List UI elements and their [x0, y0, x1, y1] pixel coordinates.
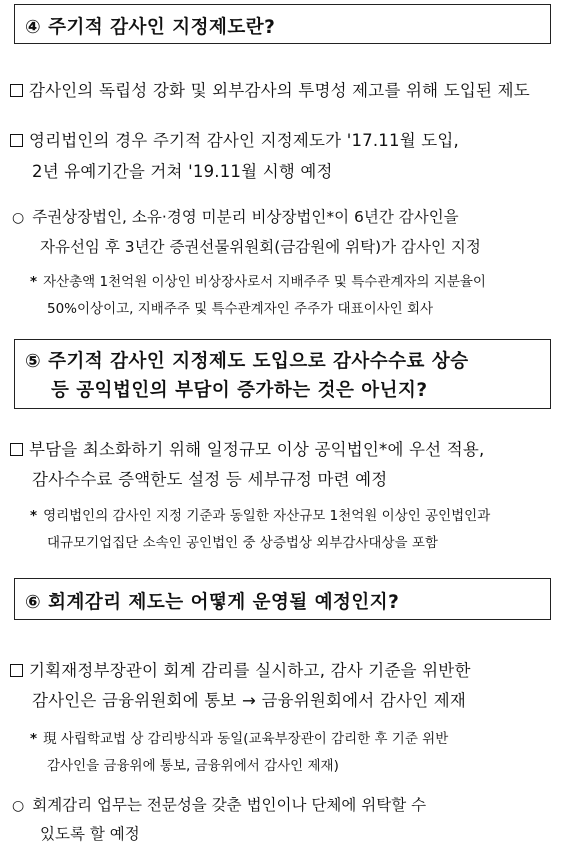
- note-text: 現 사립학교법 상 감리방식과 동일(교육부장관이 감리한 후 기준 위반: [43, 731, 449, 747]
- section-6-circle-item-line-2: 있도록 할 예정: [40, 825, 140, 843]
- para-text: 주권상장법인, 소유·경영 미분리 비상장법인*이 6년간 감사인을: [32, 208, 459, 226]
- para-text: 회계감리 업무는 전문성을 갖춘 법인이나 단체에 위탁할 수: [32, 796, 427, 814]
- para-text: 영리법인의 경우 주기적 감사인 지정제도가 '17.11월 도입,: [29, 131, 460, 150]
- section-5-para-1: [10, 436, 484, 460]
- asterisk-icon: *: [30, 731, 38, 747]
- section-4-header: [14, 4, 551, 44]
- square-bullet-icon: [10, 443, 23, 456]
- para-text: 기획재정부장관이 회계 감리를 실시하고, 감사 기준을 위반한: [29, 661, 471, 680]
- section-6-header: [14, 578, 551, 620]
- section-6-footnote-line-2: 감사인을 금융위에 통보, 금융위에서 감사인 제재): [47, 758, 339, 774]
- para-text: 감사인의 독립성 강화 및 외부감사의 투명성 제고를 위해 도입된 제도: [29, 81, 530, 100]
- section-6-footnote: [30, 727, 448, 747]
- circle-bullet-icon: ○: [12, 210, 25, 226]
- section-5-title-line-2: 등 공익법인의 부담이 증가하는 것은 아닌지?: [51, 380, 428, 401]
- asterisk-icon: *: [30, 508, 38, 524]
- section-5-header: [14, 339, 551, 409]
- section-4-para-1: [10, 77, 530, 101]
- section-4-title: ④ 주기적 감사인 지정제도란?: [25, 17, 276, 38]
- square-bullet-icon: [10, 664, 23, 677]
- section-4-footnote: [30, 270, 486, 290]
- section-6-para-1-line-2: 감사인은 금융위원회에 통보 → 금융위원회에서 감사인 제재: [32, 691, 467, 710]
- section-6-title: ⑥ 회계감리 제도는 어떻게 운영될 예정인지?: [25, 592, 400, 613]
- note-text: 영리법인의 감사인 지정 기준과 동일한 자산규모 1천억원 이상인 공인법인과: [43, 508, 491, 524]
- section-5-footnote: [30, 504, 490, 524]
- section-4-para-2: [10, 127, 459, 151]
- asterisk-icon: *: [30, 274, 38, 290]
- circle-bullet-icon: ○: [12, 798, 25, 814]
- section-4-circle-item-line-2: 자유선임 후 3년간 증권선물위원회(금감원에 위탁)가 감사인 지정: [40, 238, 481, 256]
- square-bullet-icon: [10, 84, 23, 97]
- note-text: 자산총액 1천억원 이상인 비상장사로서 지배주주 및 특수관계자의 지분율이: [43, 274, 486, 290]
- square-bullet-icon: [10, 134, 23, 147]
- para-text: 부담을 최소화하기 위해 일정규모 이상 공익법인*에 우선 적용,: [29, 440, 485, 459]
- section-4-footnote-line-2: 50%이상이고, 지배주주 및 특수관계자인 주주가 대표이사인 회사: [47, 301, 434, 317]
- section-4-circle-item: [12, 205, 459, 227]
- section-6-para-1: [10, 657, 471, 681]
- section-6-circle-item: [12, 793, 426, 815]
- section-5-footnote-line-2: 대규모기업집단 소속인 공인법인 중 상증법상 외부감사대상을 포함: [47, 535, 438, 551]
- section-5-title: ⑤ 주기적 감사인 지정제도 도입으로 감사수수료 상승: [25, 351, 469, 372]
- section-5-para-1-line-2: 감사수수료 증액한도 설정 등 세부규정 마련 예정: [32, 470, 388, 489]
- section-4-para-2-line-2: 2년 유예기간을 거쳐 '19.11월 시행 예정: [32, 162, 333, 181]
